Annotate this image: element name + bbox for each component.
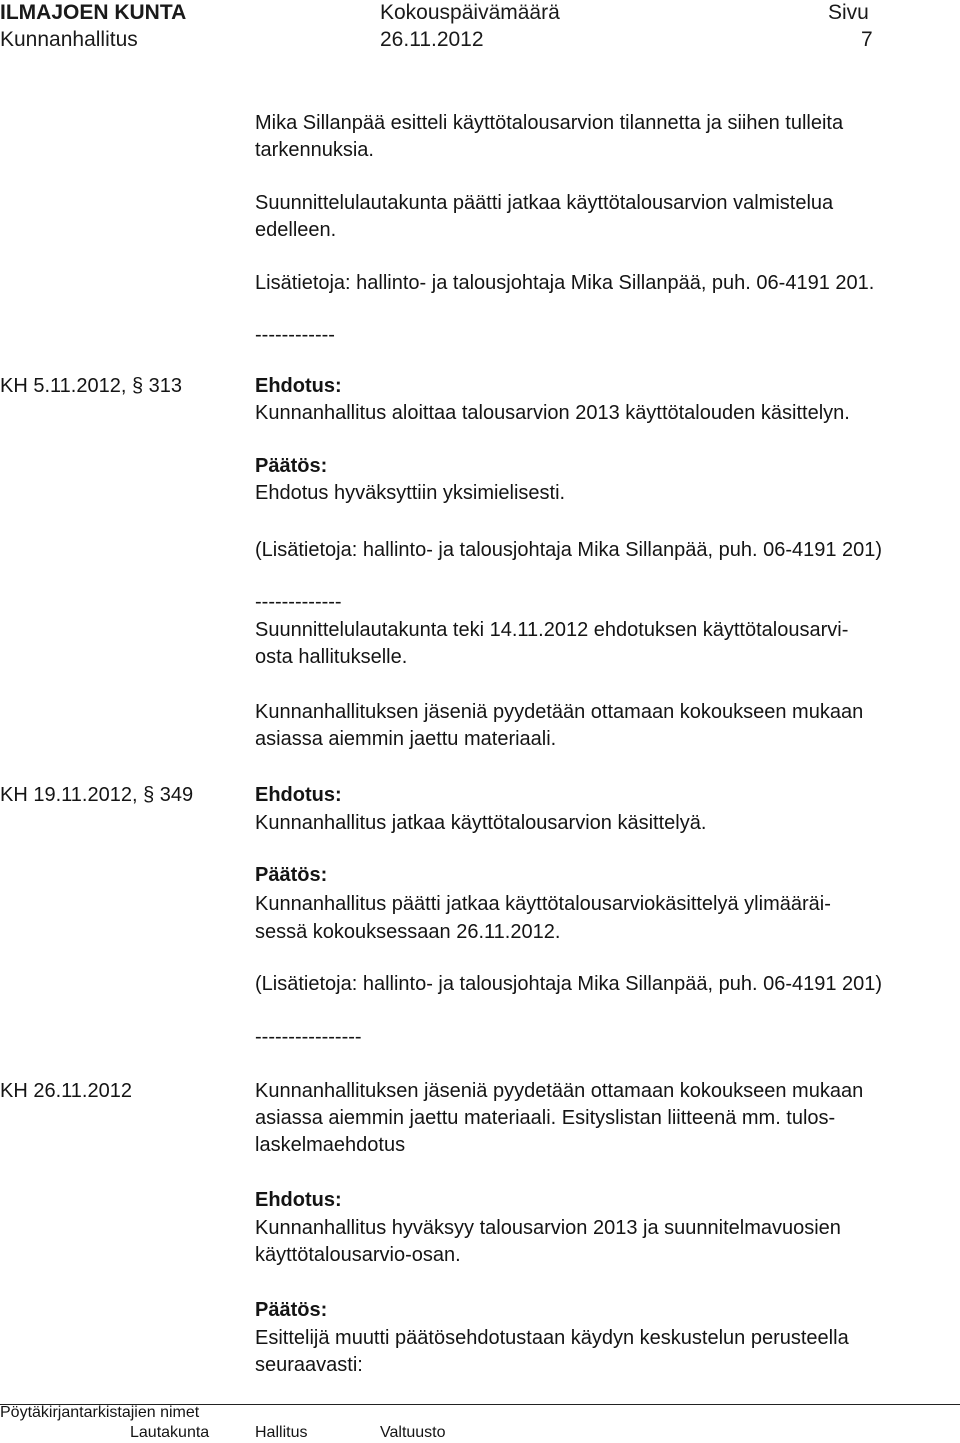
contact-info: (Lisätietoja: hallinto- ja talousjohtaja Mika Sillanpää, puh. 06-4191 201) [255,539,883,561]
proposal-heading: Ehdotus: [255,375,342,397]
proposal-text: Kunnanhallitus aloittaa talousarvion 2013 käyttötalouden käsittelyn. [255,402,850,424]
intro-line-3: laskelmaehdotus [255,1134,406,1156]
footer-col-lautakunta: Lautakunta [130,1424,210,1441]
note-1-line-1: Suunnittelulautakunta teki 14.11.2012 ehdotuksen käyttötalousarvi- [255,619,849,641]
section-label: KH 5.11.2012, § 313 [0,375,182,397]
intro-separator: ------------ [255,324,335,346]
separator: ---------------- [255,1026,362,1048]
proposal-line-1: Kunnanhallitus hyväksyy talousarvion 2013 ja suunnitelmavuosien [255,1217,841,1239]
separator: ------------- [255,591,342,613]
decision-line-2: sessä kokouksessaan 26.11.2012. [255,921,561,943]
note-2-line-1: Kunnanhallituksen jäseniä pyydetään ottamaan kokoukseen mukaan [255,701,864,723]
note-1-line-2: osta hallitukselle. [255,646,408,668]
decision-heading: Päätös: [255,864,328,886]
org-name: ILMAJOEN KUNTA [0,1,187,24]
note-2-line-2: asiassa aiemmin jaettu materiaali. [255,728,557,750]
decision-heading: Päätös: [255,455,328,477]
proposal-heading: Ehdotus: [255,784,342,806]
proposal-text: Kunnanhallitus jatkaa käyttötalousarvion käsittelyä. [255,812,707,834]
contact-info: (Lisätietoja: hallinto- ja talousjohtaja Mika Sillanpää, puh. 06-4191 201) [255,973,883,995]
intro-paragraph-1-line-1: Mika Sillanpää esitteli käyttötalousarvion tilannetta ja siihen tulleita [255,112,844,134]
footer-col-hallitus: Hallitus [255,1424,308,1441]
intro-line-1: Kunnanhallituksen jäseniä pyydetään ottamaan kokoukseen mukaan [255,1080,864,1102]
intro-contact-info: Lisätietoja: hallinto- ja talousjohtaja Mika Sillanpää, puh. 06-4191 201. [255,272,875,294]
intro-paragraph-2-line-1: Suunnittelulautakunta päätti jatkaa käyttötalousarvion valmistelua [255,192,834,214]
body-name: Kunnanhallitus [0,28,138,51]
proposal-line-2: käyttötalousarvio-osan. [255,1244,461,1266]
page-number: 7 [861,28,873,51]
intro-paragraph-1-line-2: tarkennuksia. [255,139,374,161]
decision-line-2: seuraavasti: [255,1354,363,1376]
meeting-date-label: Kokouspäivämäärä [380,1,560,24]
footer-col-valtuusto: Valtuusto [380,1424,446,1441]
intro-paragraph-2-line-2: edelleen. [255,219,337,241]
decision-heading: Päätös: [255,1299,328,1321]
decision-line-1: Esittelijä muutti päätösehdotustaan käydyn keskustelun perusteella [255,1327,849,1349]
section-label: KH 26.11.2012 [0,1080,132,1102]
proposal-heading: Ehdotus: [255,1189,342,1211]
decision-line-1: Kunnanhallitus päätti jatkaa käyttötalousarviokäsittelyä ylimääräi- [255,893,831,915]
section-label: KH 19.11.2012, § 349 [0,784,194,806]
footer-title: Pöytäkirjantarkistajien nimet [0,1404,200,1421]
intro-line-2: asiassa aiemmin jaettu materiaali. Esityslistan liitteenä mm. tulos- [255,1107,836,1129]
decision-text: Ehdotus hyväksyttiin yksimielisesti. [255,482,566,504]
page-label: Sivu [828,1,869,24]
meeting-date: 26.11.2012 [380,28,484,51]
